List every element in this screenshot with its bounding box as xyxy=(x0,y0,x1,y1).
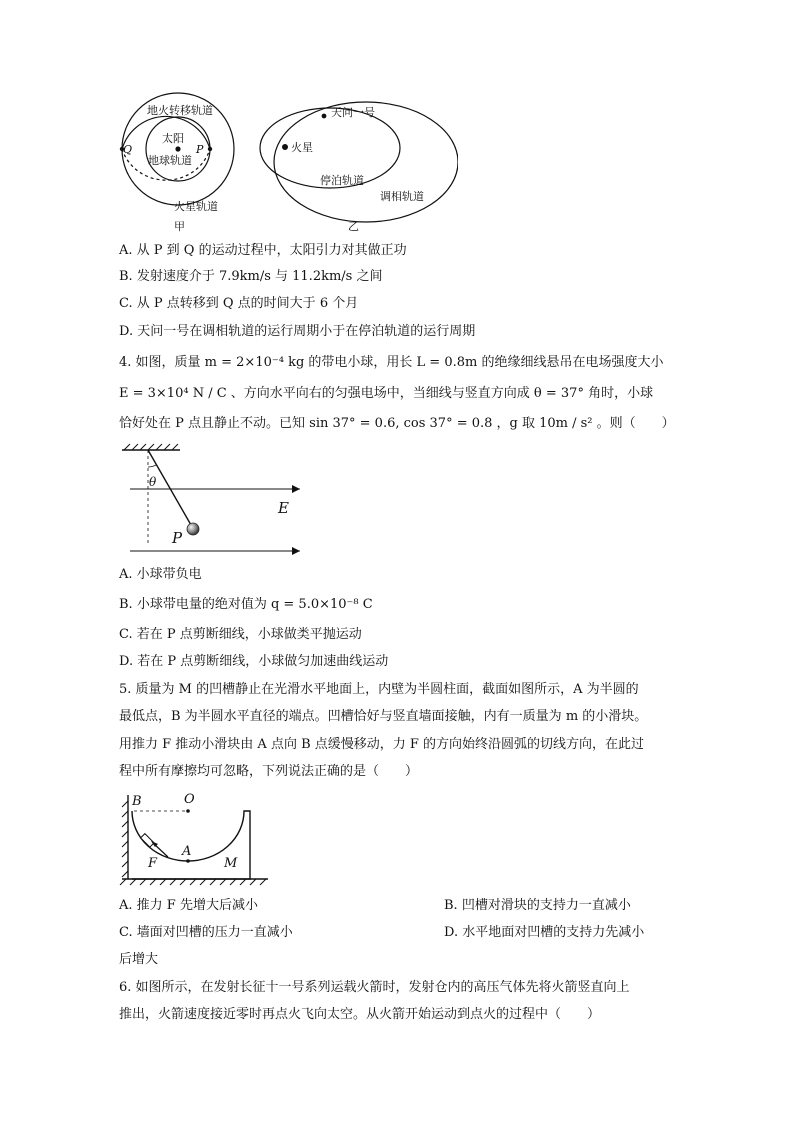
q3-option-d: D. 天问一号在调相轨道的运行周期小于在停泊轨道的运行周期 xyxy=(119,324,476,339)
q6-stem-line-2: 推出，火箭速度接近零时再点火飞向太空。从火箭开始运动到点火的过程中（ ） xyxy=(119,1007,601,1022)
q5-option-b: B. 凹槽对滑块的支持力一直减小 xyxy=(444,898,631,913)
label-p-point: P xyxy=(172,529,183,547)
probe-dot xyxy=(322,114,327,119)
label-m: M xyxy=(224,856,238,871)
point-p-dot xyxy=(208,147,212,151)
q4-stem-line-1: 4. 如图，质量 m = 2×10⁻⁴ kg 的带电小球，用长 L = 0.8m 的绝缘细线悬吊在电场强度大小 xyxy=(119,355,664,370)
q4-option-a: A. 小球带负电 xyxy=(119,567,202,582)
label-a: A xyxy=(182,844,192,859)
q4-stem-line-3: 恰好处在 P 点且静止不动。已知 sin 37° = 0.6, cos 37° = 0.8 ，g 取 10m / s² 。则（ ） xyxy=(119,416,675,431)
pendulum-figure xyxy=(118,443,318,558)
label-b: B xyxy=(132,794,142,809)
q5-stem-line-3: 用推力 F 推动小滑块由 A 点向 B 点缓慢移动，力 F 的方向始终沿圆弧的切线方向，在此过 xyxy=(119,737,645,752)
q3-option-c: C. 从 P 点转移到 Q 点的时间大于 6 个月 xyxy=(119,296,359,311)
slider-block xyxy=(141,834,154,847)
q4-option-b: B. 小球带电量的绝对值为 q = 5.0×10⁻⁸ C xyxy=(119,597,373,612)
label-theta: θ xyxy=(149,475,157,489)
label-mars-orbit: 火星轨道 xyxy=(174,200,218,213)
label-parking-orbit: 停泊轨道 xyxy=(320,174,364,187)
label-o: O xyxy=(184,792,195,807)
caption-yi: 乙 xyxy=(348,220,359,233)
q5-option-c: C. 墙面对凹槽的压力一直减小 xyxy=(119,925,293,940)
label-q: Q xyxy=(123,143,133,156)
q3-option-a: A. 从 P 到 Q 的运动过程中，太阳引力对其做正功 xyxy=(119,243,407,258)
caption-jia: 甲 xyxy=(174,220,185,233)
phasing-orbit-ellipse xyxy=(274,102,458,222)
label-f: F xyxy=(148,856,158,871)
q5-stem-line-4: 程中所有摩擦均可忽略，下列说法正确的是（ ） xyxy=(119,764,419,779)
q4-option-d: D. 若在 P 点剪断细线，小球做匀加速曲线运动 xyxy=(119,654,389,669)
mars-dot xyxy=(282,144,288,150)
label-mars: 火星 xyxy=(291,141,313,154)
orbit-figure xyxy=(118,92,458,237)
q3-option-b: B. 发射速度介于 7.9km/s 与 11.2km/s 之间 xyxy=(119,269,383,284)
label-earth-orbit: 地球轨道 xyxy=(148,154,192,167)
label-phasing-orbit: 调相轨道 xyxy=(380,190,424,203)
q6-stem-line-1: 6. 如图所示，在发射长征十一号系列运载火箭时，发射仓内的高压气体先将火箭竖直向上 xyxy=(119,980,630,995)
q5-stem-line-1: 5. 质量为 M 的凹槽静止在光滑水平地面上，内壁为半圆柱面，截面如图所示，A 为半圆的 xyxy=(119,682,639,697)
q5-option-d-continued: 后增大 xyxy=(119,952,159,967)
groove-figure xyxy=(118,787,278,891)
charged-ball xyxy=(187,523,199,535)
q4-option-c: C. 若在 P 点剪断细线，小球做类平抛运动 xyxy=(119,627,362,642)
q5-option-d: D. 水平地面对凹槽的支持力先减小 xyxy=(444,925,645,940)
label-sun: 太阳 xyxy=(162,132,184,145)
sun-dot xyxy=(175,146,180,151)
label-probe: 天问一号 xyxy=(331,106,375,119)
label-transfer-orbit: 地火转移轨道 xyxy=(147,104,213,117)
q4-stem-line-2: E = 3×10⁴ N / C 、方向水平向右的匀强电场中，当细线与竖直方向成 θ = 37° 角时，小球 xyxy=(119,386,654,401)
q5-option-a: A. 推力 F 先增大后减小 xyxy=(119,898,258,913)
q5-stem-line-2: 最低点，B 为半圆水平直径的端点。凹槽恰好与竖直墙面接触，内有一质量为 m 的小滑块。 xyxy=(119,709,648,724)
label-e: E xyxy=(278,499,289,517)
label-p: P xyxy=(196,143,204,156)
